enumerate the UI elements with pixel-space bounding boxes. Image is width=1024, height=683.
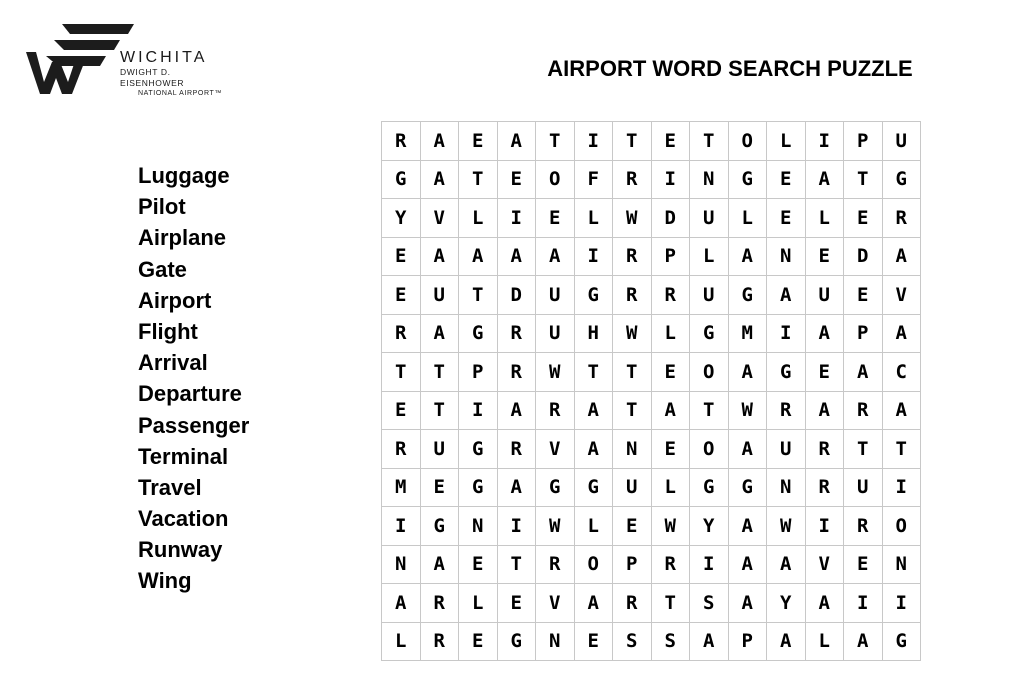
grid-row xyxy=(382,545,921,584)
grid-cell[interactable]: R xyxy=(651,545,690,584)
grid-cell[interactable]: T xyxy=(651,584,690,623)
grid-row xyxy=(382,122,921,161)
grid-cell[interactable]: R xyxy=(805,468,844,507)
grid-cell[interactable]: G xyxy=(574,468,613,507)
grid-cell[interactable]: E xyxy=(805,353,844,392)
grid-cell[interactable]: N xyxy=(536,622,575,661)
grid-cell[interactable]: R xyxy=(536,545,575,584)
grid-cell[interactable]: T xyxy=(613,122,652,161)
grid-cell[interactable]: Y xyxy=(690,507,729,546)
grid-cell[interactable]: A xyxy=(728,430,767,469)
grid-cell[interactable]: A xyxy=(767,622,806,661)
grid-cell[interactable]: A xyxy=(805,391,844,430)
grid-cell[interactable]: E xyxy=(805,237,844,276)
grid-cell[interactable]: R xyxy=(613,160,652,199)
grid-cell[interactable]: E xyxy=(497,160,536,199)
grid-cell[interactable]: E xyxy=(767,160,806,199)
grid-cell[interactable]: H xyxy=(574,314,613,353)
grid-cell[interactable]: N xyxy=(767,237,806,276)
grid-cell[interactable]: P xyxy=(651,237,690,276)
grid-cell[interactable]: R xyxy=(844,391,883,430)
grid-cell[interactable]: N xyxy=(767,468,806,507)
grid-cell[interactable]: I xyxy=(651,160,690,199)
grid-cell[interactable]: O xyxy=(882,507,921,546)
grid-cell[interactable]: E xyxy=(382,391,421,430)
grid-cell[interactable]: R xyxy=(382,430,421,469)
grid-cell[interactable]: I xyxy=(882,584,921,623)
grid-cell[interactable]: T xyxy=(613,391,652,430)
grid-cell[interactable]: A xyxy=(805,314,844,353)
grid-cell[interactable]: U xyxy=(882,122,921,161)
grid-cell[interactable]: A xyxy=(382,584,421,623)
grid-cell[interactable]: U xyxy=(536,314,575,353)
grid-cell[interactable]: E xyxy=(844,276,883,315)
word-item: Terminal xyxy=(138,443,229,469)
grid-row xyxy=(382,276,921,315)
grid-cell[interactable]: A xyxy=(728,545,767,584)
grid-cell[interactable]: A xyxy=(420,314,459,353)
grid-cell[interactable]: L xyxy=(574,507,613,546)
grid-cell[interactable]: V xyxy=(536,584,575,623)
grid-cell[interactable]: L xyxy=(651,468,690,507)
grid-cell[interactable]: L xyxy=(728,199,767,238)
grid-cell[interactable]: S xyxy=(690,584,729,623)
grid-cell[interactable]: I xyxy=(805,122,844,161)
grid-cell[interactable]: G xyxy=(459,430,498,469)
grid-cell[interactable]: T xyxy=(574,353,613,392)
grid-cell[interactable]: R xyxy=(382,314,421,353)
grid-cell[interactable]: I xyxy=(574,122,613,161)
grid-cell[interactable]: U xyxy=(690,276,729,315)
grid-cell[interactable]: T xyxy=(459,160,498,199)
grid-cell[interactable]: R xyxy=(613,276,652,315)
grid-cell[interactable]: P xyxy=(613,545,652,584)
grid-cell[interactable]: A xyxy=(728,353,767,392)
grid-cell[interactable]: A xyxy=(690,622,729,661)
grid-cell[interactable]: L xyxy=(459,584,498,623)
word-item: Runway xyxy=(138,537,223,563)
word-list xyxy=(138,160,249,597)
grid-cell[interactable]: N xyxy=(690,160,729,199)
grid-cell[interactable]: T xyxy=(844,430,883,469)
logo-name: WICHITA xyxy=(120,49,208,66)
grid-cell[interactable]: U xyxy=(536,276,575,315)
grid-cell[interactable]: T xyxy=(613,353,652,392)
grid-cell[interactable]: I xyxy=(574,237,613,276)
grid-cell[interactable]: N xyxy=(382,545,421,584)
grid-cell[interactable]: A xyxy=(767,545,806,584)
grid-cell[interactable]: A xyxy=(536,237,575,276)
grid-cell[interactable]: R xyxy=(382,122,421,161)
grid-cell[interactable]: N xyxy=(882,545,921,584)
grid-row xyxy=(382,391,921,430)
grid-cell[interactable]: A xyxy=(420,160,459,199)
grid-cell[interactable]: L xyxy=(805,199,844,238)
grid-cell[interactable]: W xyxy=(728,391,767,430)
grid-cell[interactable]: A xyxy=(574,584,613,623)
grid-cell[interactable]: P xyxy=(844,314,883,353)
grid-cell[interactable]: R xyxy=(420,622,459,661)
grid-cell[interactable]: V xyxy=(805,545,844,584)
grid-cell[interactable]: I xyxy=(459,391,498,430)
grid-cell[interactable]: G xyxy=(767,353,806,392)
grid-cell[interactable]: R xyxy=(882,199,921,238)
grid-cell[interactable]: G xyxy=(728,276,767,315)
grid-cell[interactable]: U xyxy=(844,468,883,507)
grid-cell[interactable]: U xyxy=(420,276,459,315)
grid-cell[interactable]: L xyxy=(574,199,613,238)
grid-cell[interactable]: D xyxy=(497,276,536,315)
grid-cell[interactable]: E xyxy=(651,430,690,469)
grid-cell[interactable]: S xyxy=(613,622,652,661)
grid-cell[interactable]: G xyxy=(536,468,575,507)
grid-cell[interactable]: F xyxy=(574,160,613,199)
grid-cell[interactable]: L xyxy=(459,199,498,238)
grid-cell[interactable]: E xyxy=(651,122,690,161)
grid-row xyxy=(382,430,921,469)
grid-row xyxy=(382,314,921,353)
grid-cell[interactable]: E xyxy=(459,622,498,661)
grid-cell[interactable]: A xyxy=(651,391,690,430)
grid-row xyxy=(382,199,921,238)
grid-cell[interactable]: C xyxy=(882,353,921,392)
grid-cell[interactable]: E xyxy=(459,122,498,161)
grid-cell[interactable]: N xyxy=(613,430,652,469)
grid-cell[interactable]: P xyxy=(728,622,767,661)
grid-cell[interactable]: G xyxy=(420,507,459,546)
grid-cell[interactable]: O xyxy=(690,430,729,469)
grid-cell[interactable]: V xyxy=(536,430,575,469)
grid-cell[interactable]: A xyxy=(497,122,536,161)
grid-cell[interactable]: R xyxy=(497,353,536,392)
word-item: Wing xyxy=(138,568,192,594)
grid-cell[interactable]: G xyxy=(690,468,729,507)
grid-cell[interactable]: L xyxy=(690,237,729,276)
word-item: Flight xyxy=(138,318,198,344)
grid-cell[interactable]: U xyxy=(805,276,844,315)
grid-cell[interactable]: G xyxy=(459,468,498,507)
grid-cell[interactable]: G xyxy=(882,160,921,199)
grid-cell[interactable]: G xyxy=(574,276,613,315)
grid-cell[interactable]: A xyxy=(497,468,536,507)
grid-cell[interactable]: T xyxy=(420,353,459,392)
grid-cell[interactable]: T xyxy=(690,391,729,430)
grid-row xyxy=(382,622,921,661)
grid-cell[interactable]: E xyxy=(382,237,421,276)
word-item: Luggage xyxy=(138,163,230,188)
grid-cell[interactable]: W xyxy=(651,507,690,546)
grid-cell[interactable]: A xyxy=(459,237,498,276)
grid-cell[interactable]: R xyxy=(844,507,883,546)
word-item: Airport xyxy=(138,287,212,313)
grid-cell[interactable]: E xyxy=(382,276,421,315)
grid-cell[interactable]: E xyxy=(459,545,498,584)
grid-row xyxy=(382,237,921,276)
grid-cell[interactable]: U xyxy=(420,430,459,469)
logo-subtitle-2: NATIONAL AIRPORT™ xyxy=(138,90,222,97)
logo-subtitle: DWIGHT D. EISENHOWER xyxy=(120,67,185,88)
grid-cell[interactable]: I xyxy=(690,545,729,584)
grid-cell[interactable]: S xyxy=(651,622,690,661)
grid-cell[interactable]: E xyxy=(497,584,536,623)
grid-cell[interactable]: T xyxy=(497,545,536,584)
grid-cell[interactable]: R xyxy=(805,430,844,469)
puzzle-grid xyxy=(381,121,921,661)
grid-cell[interactable]: E xyxy=(536,199,575,238)
grid-cell[interactable]: R xyxy=(613,584,652,623)
grid-cell[interactable]: G xyxy=(690,314,729,353)
grid-cell[interactable]: P xyxy=(459,353,498,392)
grid-cell[interactable]: A xyxy=(767,276,806,315)
grid-cell[interactable]: W xyxy=(536,353,575,392)
grid-cell[interactable]: I xyxy=(844,584,883,623)
grid-cell[interactable]: A xyxy=(420,237,459,276)
grid-cell[interactable]: T xyxy=(690,122,729,161)
grid-cell[interactable]: E xyxy=(844,199,883,238)
grid-cell[interactable]: P xyxy=(844,122,883,161)
grid-cell[interactable]: W xyxy=(767,507,806,546)
grid-cell[interactable]: D xyxy=(651,199,690,238)
grid-cell[interactable]: N xyxy=(459,507,498,546)
grid-cell[interactable]: V xyxy=(882,276,921,315)
grid-cell[interactable]: G xyxy=(497,622,536,661)
grid-cell[interactable]: R xyxy=(767,391,806,430)
grid-cell[interactable]: E xyxy=(767,199,806,238)
grid-cell[interactable]: U xyxy=(690,199,729,238)
grid-cell[interactable]: G xyxy=(459,314,498,353)
grid-cell[interactable]: M xyxy=(382,468,421,507)
grid-cell[interactable]: A xyxy=(882,314,921,353)
grid-cell[interactable]: R xyxy=(497,430,536,469)
grid-cell[interactable]: Y xyxy=(382,199,421,238)
grid-cell[interactable]: R xyxy=(497,314,536,353)
grid-cell[interactable]: L xyxy=(805,622,844,661)
grid-cell[interactable]: A xyxy=(574,391,613,430)
grid-cell[interactable]: L xyxy=(767,122,806,161)
word-item: Gate xyxy=(138,256,187,282)
word-item: Vacation xyxy=(138,506,229,532)
grid-row xyxy=(382,468,921,507)
grid-cell[interactable]: A xyxy=(805,584,844,623)
word-item: Airplane xyxy=(138,225,227,251)
grid-row xyxy=(382,160,921,199)
grid-cell[interactable]: E xyxy=(844,545,883,584)
grid-cell[interactable]: G xyxy=(728,160,767,199)
grid-row xyxy=(382,507,921,546)
grid-cell[interactable]: A xyxy=(805,160,844,199)
grid-row xyxy=(382,353,921,392)
grid-cell[interactable]: O xyxy=(690,353,729,392)
grid-cell[interactable]: I xyxy=(805,507,844,546)
grid-cell[interactable]: T xyxy=(536,122,575,161)
grid-cell[interactable]: T xyxy=(420,391,459,430)
grid-cell[interactable]: O xyxy=(574,545,613,584)
grid-cell[interactable]: T xyxy=(382,353,421,392)
grid-cell[interactable]: R xyxy=(536,391,575,430)
word-item: Arrival xyxy=(138,350,208,376)
grid-cell[interactable]: E xyxy=(613,507,652,546)
grid-cell[interactable]: M xyxy=(728,314,767,353)
grid-cell[interactable]: A xyxy=(844,353,883,392)
grid-cell[interactable]: A xyxy=(497,391,536,430)
grid-cell[interactable]: W xyxy=(536,507,575,546)
grid-cell[interactable]: A xyxy=(420,545,459,584)
grid-cell[interactable]: I xyxy=(767,314,806,353)
grid-cell[interactable]: W xyxy=(613,199,652,238)
grid-cell[interactable]: G xyxy=(382,160,421,199)
grid-cell[interactable]: W xyxy=(613,314,652,353)
page-title: AIRPORT WORD SEARCH PUZZLE xyxy=(547,56,913,81)
grid-cell[interactable]: O xyxy=(536,160,575,199)
grid-cell[interactable]: D xyxy=(844,237,883,276)
grid-cell[interactable]: R xyxy=(613,237,652,276)
grid-cell[interactable]: U xyxy=(613,468,652,507)
grid-cell[interactable]: Y xyxy=(767,584,806,623)
word-item: Passenger xyxy=(138,412,250,438)
grid-cell[interactable]: A xyxy=(882,237,921,276)
grid-cell[interactable]: R xyxy=(651,276,690,315)
grid-cell[interactable]: E xyxy=(574,622,613,661)
grid-cell[interactable]: I xyxy=(497,507,536,546)
grid-cell[interactable]: A xyxy=(574,430,613,469)
grid-cell[interactable]: E xyxy=(651,353,690,392)
grid-cell[interactable]: V xyxy=(420,199,459,238)
grid-cell[interactable]: A xyxy=(497,237,536,276)
grid-cell[interactable]: A xyxy=(420,122,459,161)
grid-cell[interactable]: U xyxy=(767,430,806,469)
grid-cell[interactable]: G xyxy=(728,468,767,507)
grid-cell[interactable]: A xyxy=(728,507,767,546)
grid-cell[interactable]: T xyxy=(459,276,498,315)
grid-cell[interactable]: T xyxy=(844,160,883,199)
grid-cell[interactable]: I xyxy=(497,199,536,238)
grid-cell[interactable]: R xyxy=(420,584,459,623)
word-item: Pilot xyxy=(138,194,186,220)
grid-cell[interactable]: T xyxy=(882,430,921,469)
grid-row xyxy=(382,584,921,623)
grid-cell[interactable]: A xyxy=(882,391,921,430)
grid-cell[interactable]: A xyxy=(728,237,767,276)
grid-cell[interactable]: E xyxy=(420,468,459,507)
grid-cell[interactable]: O xyxy=(728,122,767,161)
grid-cell[interactable]: A xyxy=(844,622,883,661)
grid-cell[interactable]: G xyxy=(882,622,921,661)
grid-cell[interactable]: A xyxy=(728,584,767,623)
word-item: Travel xyxy=(138,474,202,500)
grid-cell[interactable]: I xyxy=(882,468,921,507)
airport-logo xyxy=(24,22,234,98)
grid-cell[interactable]: L xyxy=(382,622,421,661)
grid-cell[interactable]: I xyxy=(382,507,421,546)
word-item: Departure xyxy=(138,381,242,407)
grid-cell[interactable]: L xyxy=(651,314,690,353)
